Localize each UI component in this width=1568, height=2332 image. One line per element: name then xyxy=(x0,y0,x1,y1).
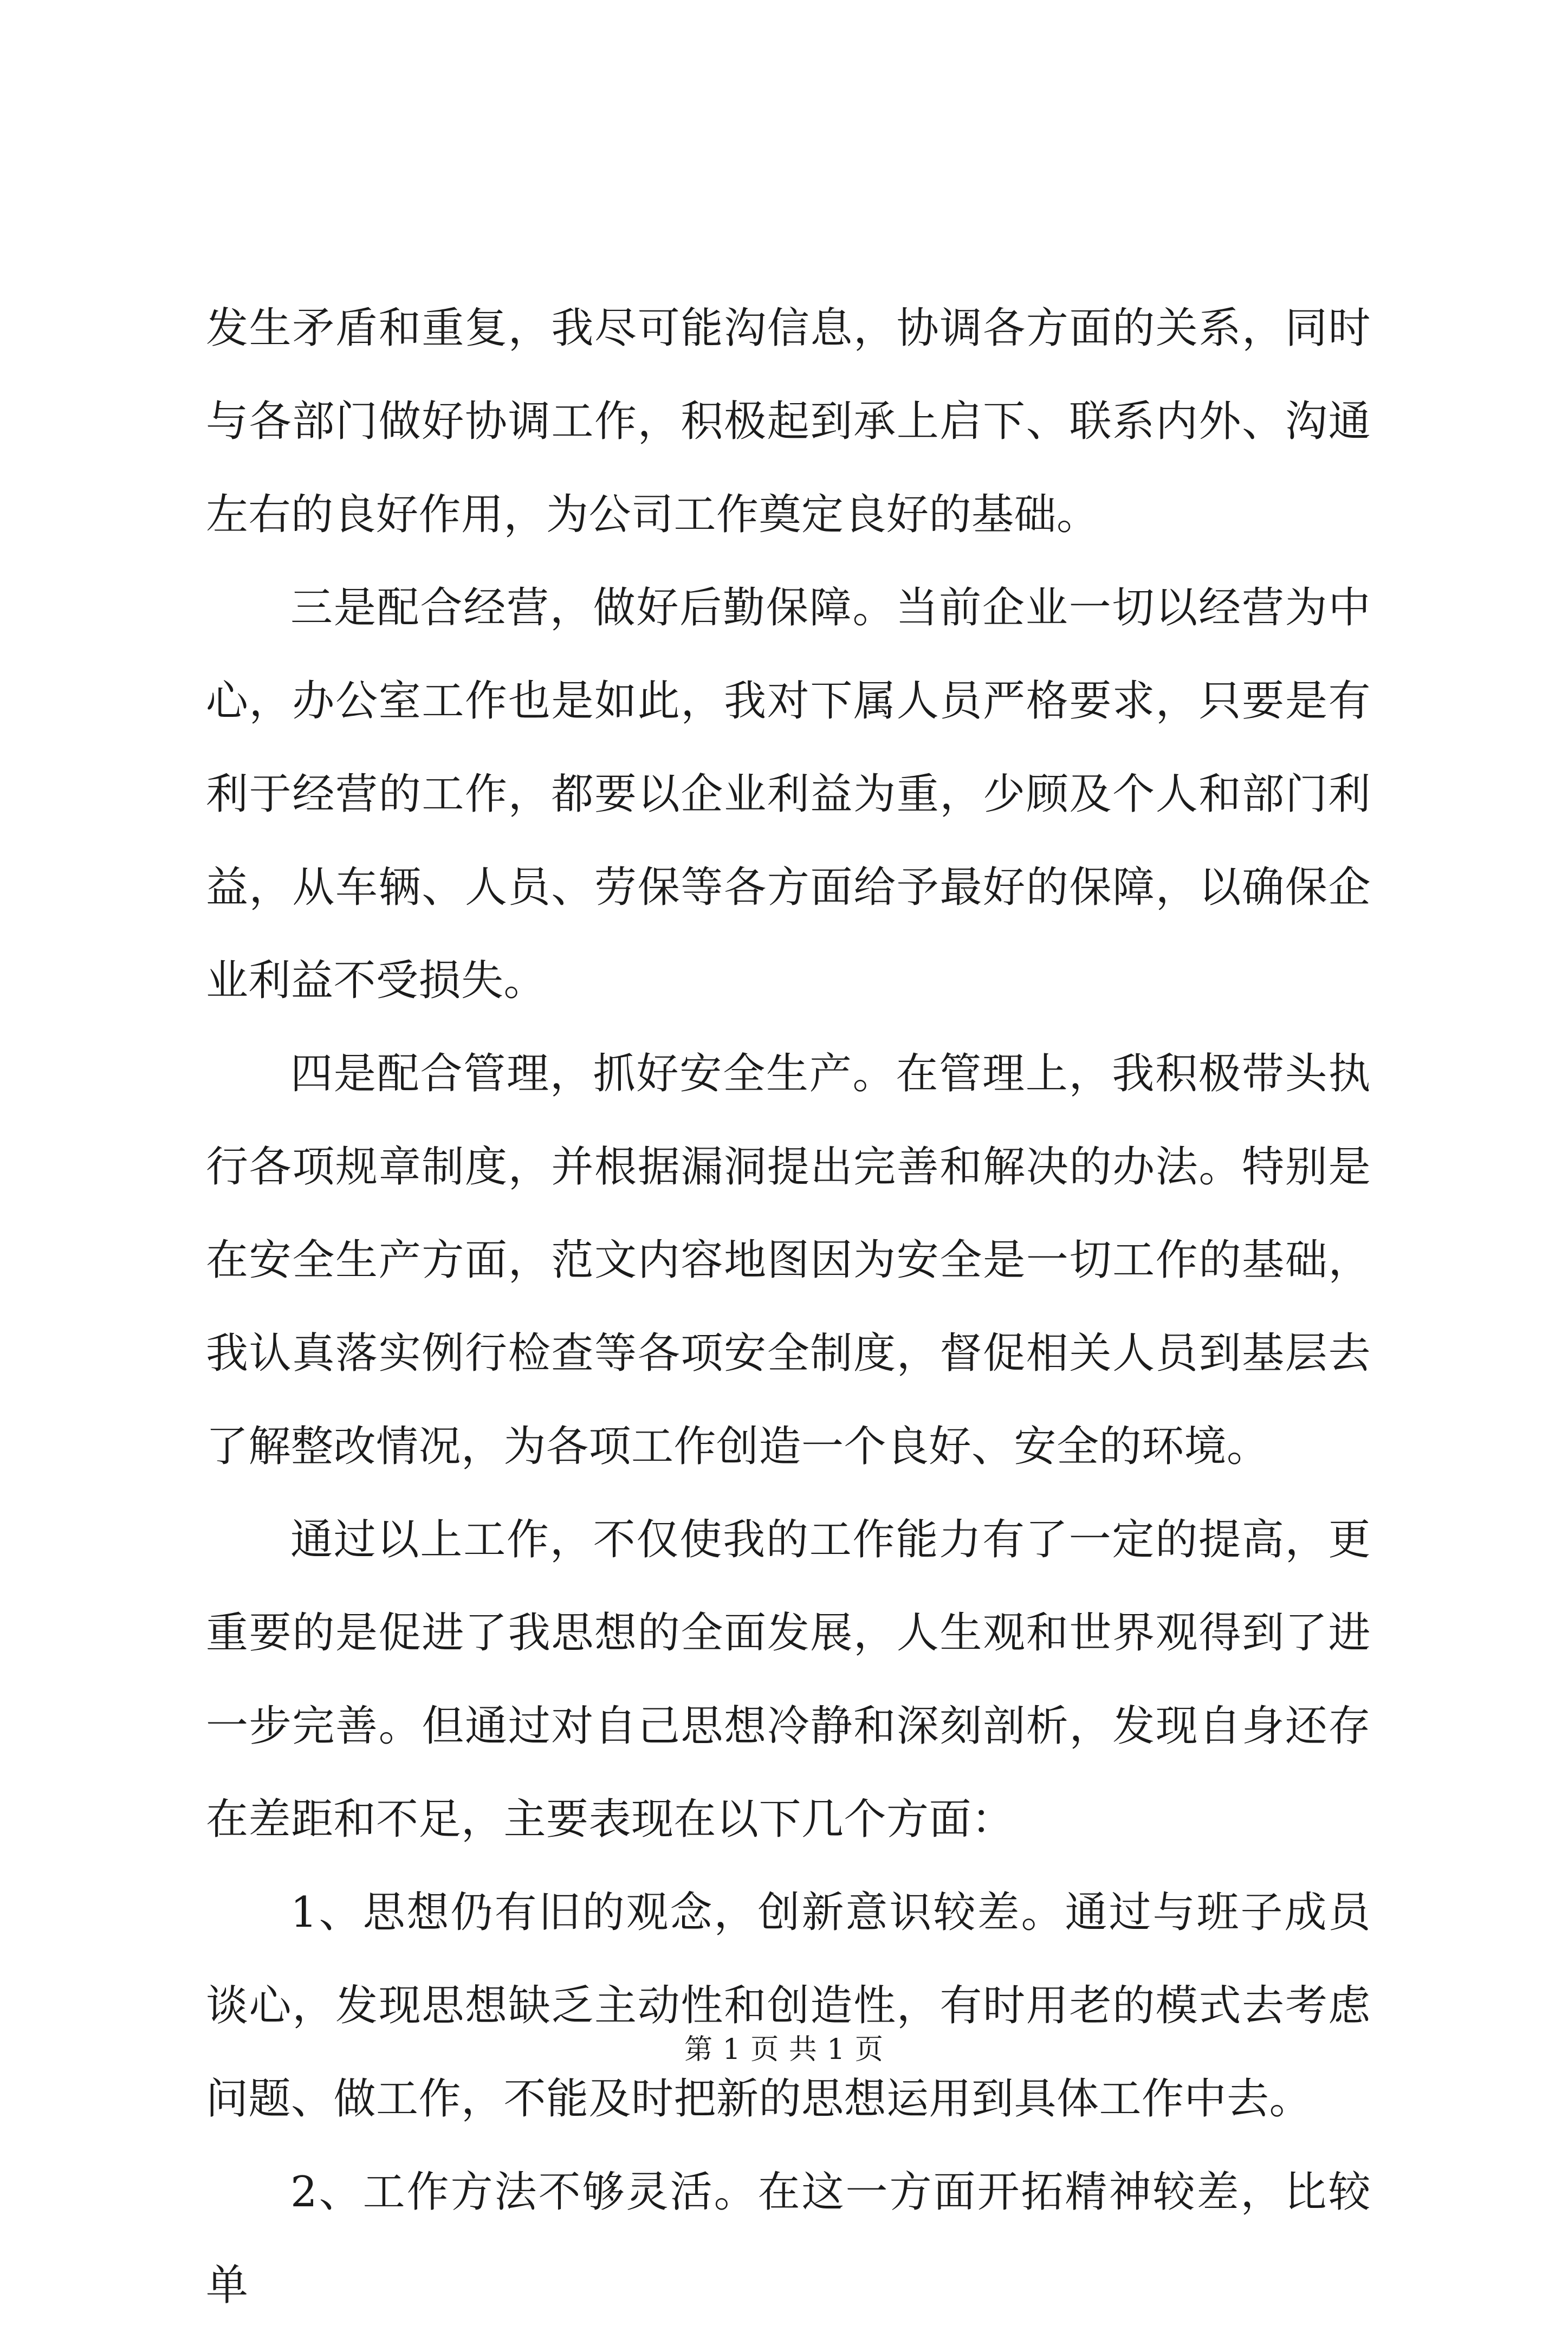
paragraph-2: 三是配合经营，做好后勤保障。当前企业一切以经营为中心，办公室工作也是如此，我对下属人员严格要求，只要是有利于经营的工作，都要以企业利益为重，少顾及个人和部门利益，从车辆、人员、劳保等各方面给予最好的保障，以确保企业利益不受损失。 xyxy=(206,584,1371,1005)
paragraph-1: 发生矛盾和重复，我尽可能沟信息，协调各方面的关系，同时与各部门做好协调工作，积极起到承上启下、联系内外、沟通左右的良好作用，为公司工作奠定良好的基础。 xyxy=(206,304,1371,539)
paragraph-3: 四是配合管理，抓好安全生产。在管理上，我积极带头执行各项规章制度，并根据漏洞提出完善和解决的办法。特别是在安全生产方面，范文内容地图因为安全是一切工作的基础，我认真落实例行检查等各项安全制度，督促相关人员到基层去了解整改情况，为各项工作创造一个良好、安全的环境。 xyxy=(206,1050,1371,1471)
page-number-footer: 第 1 页 共 1 页 xyxy=(684,2033,884,2066)
paragraph-6: 2、工作方法不够灵活。在这一方面开拓精神较差，比较单 xyxy=(206,2168,1371,2310)
paragraph-4: 通过以上工作，不仅使我的工作能力有了一定的提高，更重要的是促进了我思想的全面发展，人生观和世界观得到了进一步完善。但通过对自己思想冷静和深刻剖析，发现自身还存在差距和不足，主要表现在以下几个方面： xyxy=(206,1515,1371,1844)
paragraph-5: 1、思想仍有旧的观念，创新意识较差。通过与班子成员谈心，发现思想缺乏主动性和创造性，有时用老的模式去考虑问题、做工作，不能及时把新的思想运用到具体工作中去。 xyxy=(206,1888,1371,2123)
document-body xyxy=(206,282,1371,2332)
